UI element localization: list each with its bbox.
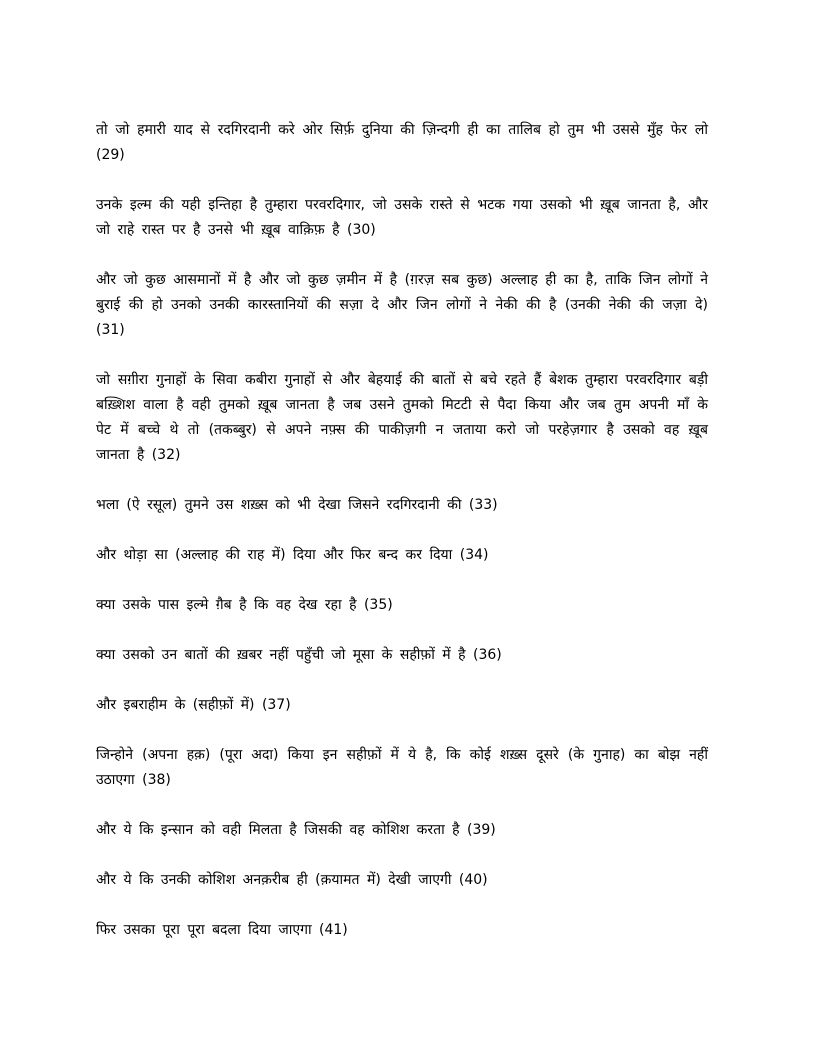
verse-33: भला (ऐ रसूल) तुमने उस शख़्स को भी देखा जिसने रदगिरदानी की (33) [96, 497, 498, 513]
verse-34: और थोड़ा सा (अल्लाह की राह में) दिया और फिर बन्द कर दिया (34) [96, 547, 489, 563]
verse-37: और इबराहीम के (सहीफ़ों में) (37) [96, 697, 291, 713]
verse-30: उनके इल्म की यही इन्तिहा है तुम्हारा परवरदिगार, जो उसके रास्ते से भटक गया उसको भी ख़ूब जानता है, और जो राहे रास्त पर है उनसे भी ख़ूब वाक़िफ़ है (30) [96, 197, 708, 238]
verse-31: और जो कुछ आसमानों में है और जो कुछ ज़मीन में है (ग़रज़ सब कुछ) अल्लाह ही का है, ताकि जिन लोगों ने बुराई की हो उनको उनकी कारस्तानियों की सज़ा दे और जिन लोगों ने नेकी की है (उनकी नेकी की जज़ा दे) (31) [96, 272, 708, 338]
verse-38: जिन्होने (अपना हक़) (पूरा अदा) किया इन सहीफ़ों में ये है, कि कोई शख़्स दूसरे (के गुनाह) का बोझ नहीं उठाएगा (38) [96, 747, 708, 788]
verse-39: और ये कि इन्सान को वही मिलता है जिसकी वह कोशिश करता है (39) [96, 822, 496, 838]
verse-41: फिर उसका पूरा पूरा बदला दिया जाएगा (41) [96, 922, 348, 938]
verse-35: क्या उसके पास इल्मे ग़ैब है कि वह देख रहा है (35) [96, 597, 393, 613]
verse-29: तो जो हमारी याद से रदगिरदानी करे ओर सिर्फ़ दुनिया की ज़िन्दगी ही का तालिब हो तुम भी उससे मुँह फेर लो (29) [96, 122, 708, 163]
verse-36: क्या उसको उन बातों की ख़बर नहीं पहुँची जो मूसा के सहीफ़ों में है (36) [96, 647, 502, 663]
verse-40: और ये कि उनकी कोशिश अनक़रीब ही (क़यामत में) देखी जाएगी (40) [96, 872, 488, 888]
verse-32: जो सग़ीरा गुनाहों के सिवा कबीरा गुनाहों से और बेहयाई की बातों से बचे रहते हैं बेशक तुम्हारा परवरदिगार बड़ी बख़्शिश वाला है वही तुमको ख़ूब जानता है जब उसने तुमको मिटटी से पैदा किया और जब तुम अपनी माँ के पेट में बच्चे थे तो (तकब्बुर) से अपने नफ़्स की पाकीज़गी न जताया करो जो परहेज़गार है उसको वह ख़ूब जानता है (32) [96, 372, 708, 463]
verse-list [96, 118, 708, 968]
